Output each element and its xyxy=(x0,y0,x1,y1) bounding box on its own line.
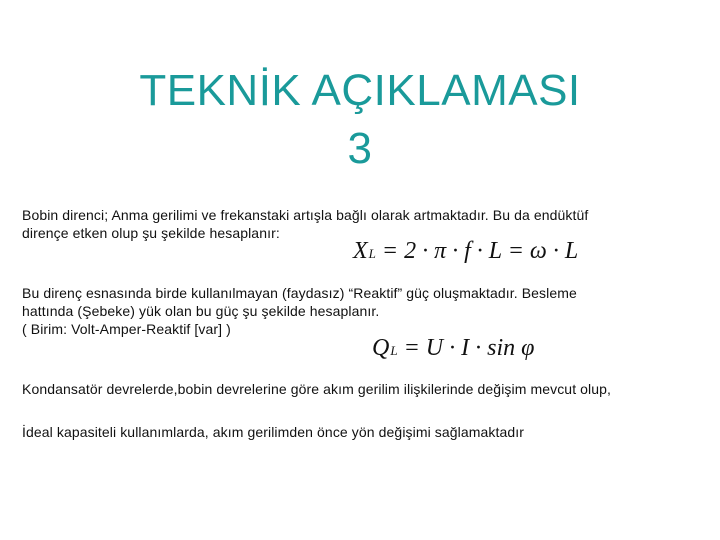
paragraph-4: İdeal kapasiteli kullanımlarda, akım gerilimden önce yön değişimi sağlamaktadır xyxy=(22,424,525,440)
paragraph-3: Kondansatör devrelerde,bobin devrelerine göre akım gerilim ilişkilerinde değişim mevcut olup, xyxy=(22,381,612,397)
formula-reactive-power xyxy=(372,334,534,365)
formula-2-lhs-subscript: L xyxy=(390,343,398,358)
formula-1-lhs: X xyxy=(353,238,368,264)
paragraph-1-line-2: dirençe etken olup şu şekilde hesaplanır: xyxy=(22,225,280,241)
formula-2-lhs: Q xyxy=(372,335,390,361)
formula-1-lhs-subscript: L xyxy=(368,246,376,261)
formula-2-rhs: = U · I · sin φ xyxy=(403,335,535,361)
formula-inductive-reactance xyxy=(353,237,578,268)
slide-title-number: 3 xyxy=(347,124,373,173)
paragraph-2-line-3: ( Birim: Volt-Amper-Reaktif [var] ) xyxy=(22,321,231,337)
paragraph-2-line-2: hattında (Şebeke) yük olan bu güç şu şekilde hesaplanır. xyxy=(22,303,380,319)
slide-title: TEKNİK AÇIKLAMASI xyxy=(139,66,581,115)
paragraph-2-line-1: Bu direnç esnasında birde kullanılmayan (faydasız) “Reaktif” güç oluşmaktadır. Besleme xyxy=(22,285,577,301)
paragraph-1-line-1: Bobin direnci; Anma gerilimi ve frekanstaki artışla bağlı olarak artmaktadır. Bu da endüktüf xyxy=(22,207,589,223)
formula-1-rhs: = 2 · π · f · L = ω · L xyxy=(381,238,579,264)
